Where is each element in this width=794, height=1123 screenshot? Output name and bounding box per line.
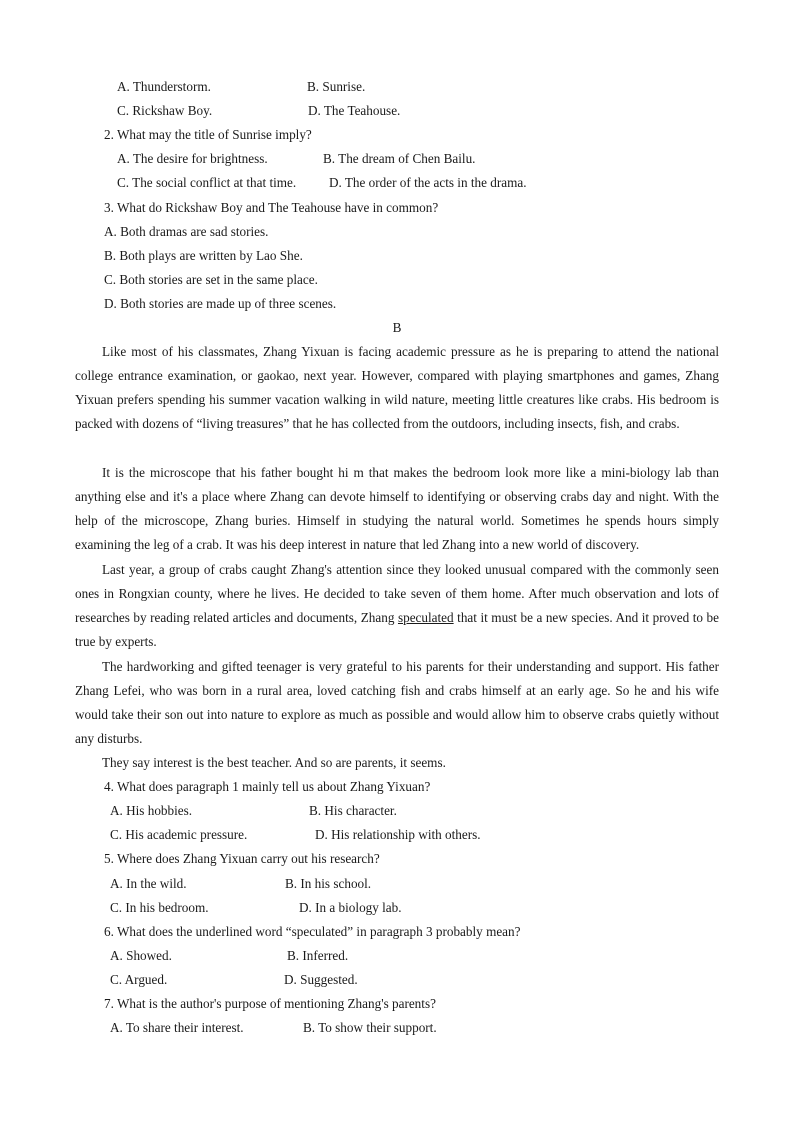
q6-option-c: C. Argued. bbox=[110, 972, 168, 987]
q6-option-d: D. Suggested. bbox=[284, 972, 358, 987]
q4-option-c: C. His academic pressure. bbox=[110, 827, 248, 842]
passage-paragraph-2 bbox=[75, 461, 719, 557]
passage-p5-text: They say interest is the best teacher. And so are parents, it seems. bbox=[102, 755, 446, 770]
section-label: B bbox=[392, 320, 402, 335]
passage-paragraph-5 bbox=[75, 751, 719, 775]
q7-option-b: B. To show their support. bbox=[303, 1020, 437, 1035]
q2-option-b: B. The dream of Chen Bailu. bbox=[323, 151, 476, 166]
passage-p3-text-after: that it must be a new species. And it proved to be true by experts. bbox=[75, 610, 719, 650]
q7-question: 7. What is the author's purpose of mentioning Zhang's parents? bbox=[104, 996, 436, 1011]
q4-question: 4. What does paragraph 1 mainly tell us about Zhang Yixuan? bbox=[104, 779, 431, 794]
q5-question: 5. Where does Zhang Yixuan carry out his research? bbox=[104, 851, 380, 866]
passage-paragraph-4 bbox=[75, 655, 719, 751]
passage-paragraph-1 bbox=[75, 340, 719, 436]
q3-question: 3. What do Rickshaw Boy and The Teahouse have in common? bbox=[104, 200, 439, 215]
q6-option-b: B. Inferred. bbox=[287, 948, 349, 963]
q5-option-c: C. In his bedroom. bbox=[110, 900, 209, 915]
q4-option-b: B. His character. bbox=[309, 803, 397, 818]
q3-option-a: A. Both dramas are sad stories. bbox=[104, 224, 269, 239]
passage-p4-text: The hardworking and gifted teenager is very grateful to his parents for their understanding and support. His father Zhang Lefei, who was born in a rural area, loved catching fish and crabs himself at an early age. So he and his wife would take their son out into nature to explore as much as possible and would allow him to observe crabs quietly without any disturbs. bbox=[75, 659, 719, 747]
q5-option-a: A. In the wild. bbox=[110, 876, 187, 891]
q2-option-a: A. The desire for brightness. bbox=[117, 151, 268, 166]
passage-p2-text: It is the microscope that his father bought hi m that makes the bedroom look more like a mini-biology lab than anything else and it's a place where Zhang can devote himself to identifying or observing crabs day and night. With the help of the microscope, Zhang buries. Himself in studying the natural world. Sometimes he spends hours simply examining the leg of a crab. It was his deep interest in nature that led Zhang into a new world of discovery. bbox=[75, 465, 719, 553]
q3-option-b: B. Both plays are written by Lao She. bbox=[104, 248, 303, 263]
q2-option-d: D. The order of the acts in the drama. bbox=[329, 175, 527, 190]
q1-option-b: B. Sunrise. bbox=[307, 79, 366, 94]
q1-option-d: D. The Teahouse. bbox=[308, 103, 401, 118]
q5-option-d: D. In a biology lab. bbox=[299, 900, 402, 915]
q6-question: 6. What does the underlined word “speculated” in paragraph 3 probably mean? bbox=[104, 924, 521, 939]
q3-option-d: D. Both stories are made up of three scenes. bbox=[104, 296, 337, 311]
q4-option-a: A. His hobbies. bbox=[110, 803, 193, 818]
passage-p1-text: Like most of his classmates, Zhang Yixuan is facing academic pressure as he is preparing to attend the national college entrance examination, or gaokao, next year. However, compared with playing smartphones and games, Zhang Yixuan prefers spending his summer vacation walking in wild nature, meeting little creatures like crabs. His bedroom is packed with dozens of “living treasures” that he has collected from the outdoors, including insects, fish, and crabs. bbox=[75, 344, 719, 432]
q3-option-c: C. Both stories are set in the same place. bbox=[104, 272, 318, 287]
q1-option-c: C. Rickshaw Boy. bbox=[117, 103, 213, 118]
underlined-word-speculated: speculated bbox=[397, 610, 454, 626]
q2-option-c: C. The social conflict at that time. bbox=[117, 175, 297, 190]
q6-option-a: A. Showed. bbox=[110, 948, 172, 963]
passage-paragraph-3 bbox=[75, 558, 719, 654]
passage-p3-text-before: Last year, a group of crabs caught Zhang's attention since they looked unusual compared with the commonly seen ones in Rongxian county, where he lives. He decided to take seven of them home. After much observation and lots of researches by reading related articles and documents, Zhang bbox=[75, 562, 719, 626]
q2-question: 2. What may the title of Sunrise imply? bbox=[104, 127, 312, 142]
q5-option-b: B. In his school. bbox=[285, 876, 372, 891]
q7-option-a: A. To share their interest. bbox=[110, 1020, 244, 1035]
q4-option-d: D. His relationship with others. bbox=[315, 827, 481, 842]
q1-option-a: A. Thunderstorm. bbox=[117, 79, 211, 94]
